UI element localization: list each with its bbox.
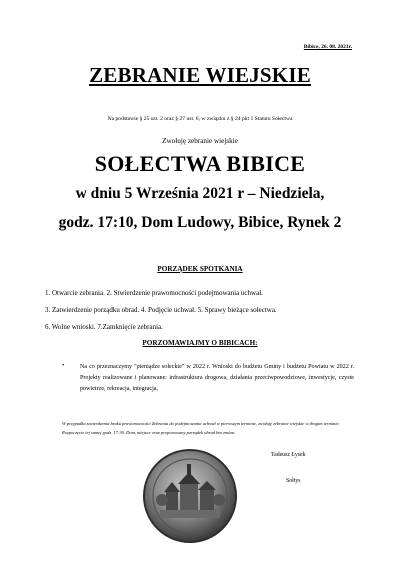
agenda-heading-text: PORZĄDEK SPOTKANIA bbox=[157, 265, 243, 273]
seal-building-right bbox=[200, 490, 214, 510]
legal-basis: Na podstawie § 25 ust. 2 oraz § 27 ust. 6, w związku z § 24 pkt 1 Statutu Sołectwa bbox=[107, 116, 293, 122]
second-term-note: W przypadku stwierdzenia braku prawomocności Zebrania do podejmowania uchwał w pierwszym terminie, zwołuję zebranie wiejskie w drugim terminie. Rozpoczęcie tej samej godz. 17:30. Dom, miejsce oraz proponowany porządek obrad bez zmian. bbox=[62, 421, 340, 435]
seal-tower bbox=[187, 464, 191, 474]
invite-heading-text: PORZOMAWIAJMY O BIBICACH: bbox=[142, 339, 258, 347]
meeting-date: w dniu 5 Września 2021 r – Niedziela, bbox=[75, 185, 325, 202]
invite-heading bbox=[0, 339, 400, 347]
seal-building-center bbox=[180, 484, 198, 510]
document-date: Bibice, 26. 08. 2021r. bbox=[303, 44, 352, 50]
convene-text: Zwołuję zebranie wiejskie bbox=[162, 137, 238, 145]
document-title: ZEBRANIE WIEJSKIE bbox=[89, 63, 311, 87]
bullet-dot-icon: • bbox=[62, 362, 65, 369]
seal-tree-left bbox=[156, 494, 168, 506]
agenda-line-1: 1. Otwarcie zebrania. 2. Stwierdzenie prawomocności podejmowania uchwał. bbox=[45, 289, 263, 297]
meeting-place: godz. 17:10, Dom Ludowy, Bibice, Rynek 2 bbox=[58, 214, 342, 231]
signer-name: Tadeusz Łysek bbox=[271, 452, 306, 458]
seal-ground bbox=[160, 510, 220, 518]
agenda-line-2: 3. Zatwierdzenie porządku obrad. 4. Podjęcie uchwał. 5. Sprawy bieżące sołectwa. bbox=[45, 306, 277, 314]
topic-bullet-item bbox=[62, 362, 354, 395]
signer-role: Sołtys bbox=[286, 478, 301, 484]
seal-tree-right bbox=[213, 494, 225, 506]
village-seal-icon bbox=[142, 448, 238, 544]
agenda-line-3: 6. Wolne wnioski. 7.Zamknięcie zebrania. bbox=[45, 323, 163, 331]
agenda-heading bbox=[0, 265, 400, 273]
village-name: SOŁECTWA BIBICE bbox=[94, 151, 306, 176]
topic-bullet-text: Na co przeznaczymy "pieniądze sołeckie" w 2022 r. Wnioski do budżetu Gminy i budżetu Powiatu w 2022 r. Projekty realizowane i planowane: infrastruktura drogowa, działania przeciwpowodziowe, inwestycje, czyste powietrze, rekreacja, integracja, bbox=[80, 364, 354, 392]
